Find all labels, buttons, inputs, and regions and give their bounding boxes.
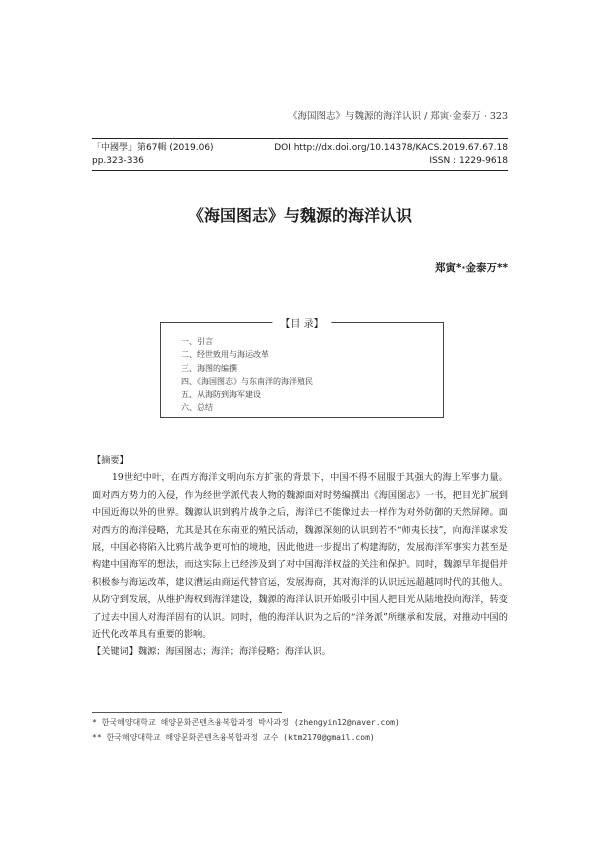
journal-top-rule [92,138,508,139]
abstract-section [92,452,508,661]
toc-item: 四、《海国图志》与东南洋的海洋殖民 [181,376,313,386]
table-of-contents [160,319,444,418]
abstract-heading: 【摘要】 [92,455,129,466]
footnote-rule [92,712,282,713]
doi[interactable]: DOI http://dx.doi.org/10.14378/KACS.2019.67.67.18 [274,143,508,153]
issn: ISSN : 1229-9618 [429,156,508,166]
keywords: 【关键词】魏源；海国图志；海洋；海洋侵略；海洋认识。 [92,646,331,658]
page-range: pp.323-336 [92,156,144,166]
toc-item: 一、引言 [181,337,213,346]
journal-name: 「中國學」第67輯 (2019.06) [92,143,214,153]
footnote-1: * 한국해양대학교 해양문화콘텐츠융복합과정 박사과정 (zhengyin12@naver.com) [92,718,400,727]
toc-list [181,335,313,415]
footnote-2: ** 한국해양대학교 해양문화콘텐츠융복합과정 교수 (ktm2170@gmail.com) [92,733,375,742]
toc-item: 三、海图的编撰 [181,363,237,373]
journal-info [92,142,508,168]
author-names: 郑寅*·金泰万** [435,262,508,274]
journal-bottom-rule [92,170,508,171]
toc-heading: 【目 录】 [272,315,331,330]
footnotes [92,715,400,745]
toc-item: 六、总结 [181,403,213,413]
toc-item: 五、从海防到海军建设 [181,390,261,400]
abstract-body: 19世纪中叶，在西方海洋文明向东方扩张的背景下，中国不得不屈服于其强大的海上军事力量。面对西方势力的入侵，作为经世学派代表人物的魏源面对时势编撰出《海国图志》一书，把目光扩展到中国近海以外的世界。魏源认识到鸦片战争之后，海洋已不能像过去一样作为对外防御的天然屏障。面对西方的海洋侵略，尤其是其在东南亚的殖民活动，魏源深刻的认识到若不“师夷长技”，向海洋谋求发展，中国必将陷入比鸦片战争更可怕的境地，因此他进一步提出了构建海防，发展海洋军事实力甚至是构建中国海军的想法，而这实际上已经涉及到了对中国海洋权益的关注和保护。同时，魏源早年提倡并积极参与海运改革，建议漕运由商运代替官运，发展海商，其对海洋的认识远远超越同时代的其他人。从防守到发展，从维护海权到海洋建设，魏源的海洋认识开始吸引中国人把目光从陆地投向海洋，转变了过去中国人对海洋固有的认识。同时，他的海洋认识为之后的“洋务派”所继承和发展，对推动中国的近代化改革具有重要的影响。 [92,472,508,641]
toc-item: 二、经世致用与海运改革 [181,350,269,360]
running-head: 《海国图志》与魏源的海洋认识 / 郑寅·金泰万 · 323 [288,111,508,122]
paper-title: 《海国图志》与魏源的海洋认识 [187,206,412,225]
